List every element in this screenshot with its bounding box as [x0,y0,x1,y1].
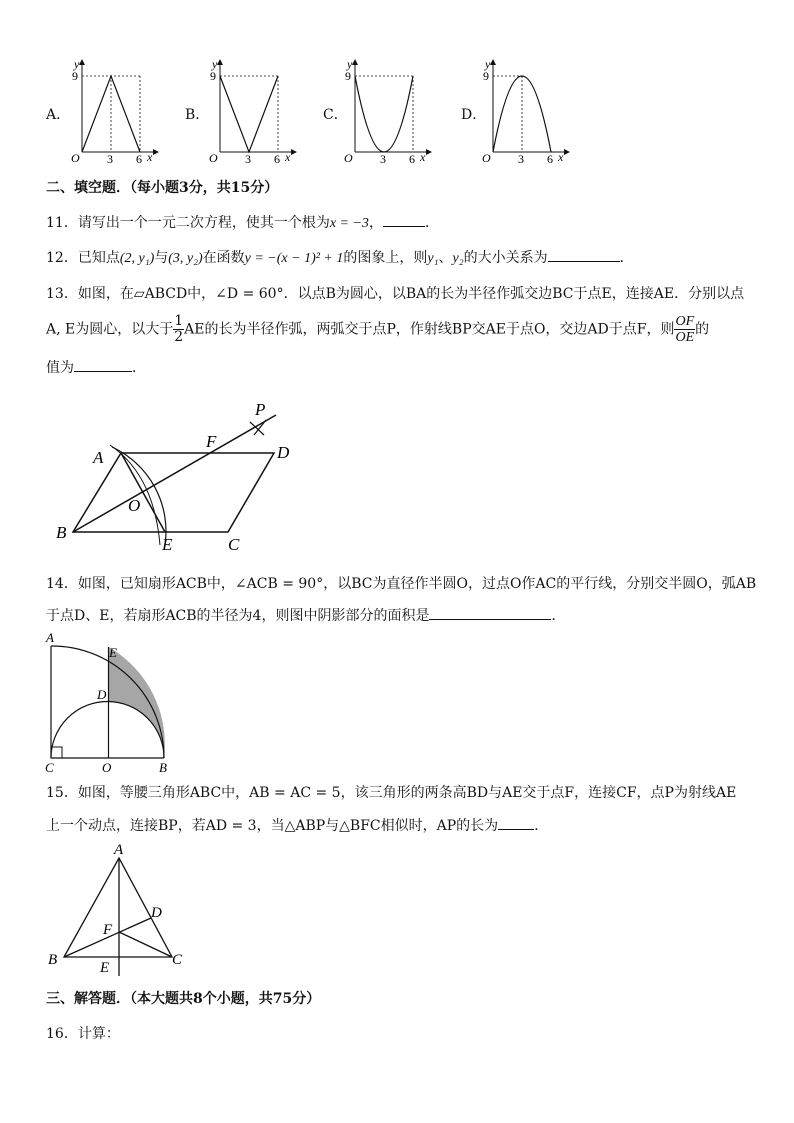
svg-text:B: B [56,523,67,542]
svg-text:3: 3 [245,152,251,166]
graph-b [200,56,300,166]
svg-text:6: 6 [547,152,553,166]
svg-text:C: C [228,535,240,554]
svg-text:3: 3 [380,152,386,166]
q15-line1: 15．如图，等腰三角形ABC中，AB = AC = 5，该三角形的两条高BD与AE交于点F，连接CF，点P为射线AE [46,785,737,801]
svg-text:O: O [482,151,491,165]
option-d-label: D． [461,107,487,123]
q15-figure [44,840,194,980]
section3-title: 三、解答题．（本大题共8个小题，共75分） [46,991,321,1007]
svg-text:y: y [347,57,353,71]
svg-text:O: O [209,151,218,165]
svg-text:x: x [285,150,291,164]
tick-9: 9 [72,69,78,83]
svg-text:C: C [45,760,54,775]
svg-text:y: y [212,57,218,71]
origin: O [71,151,80,165]
svg-text:E: E [109,645,117,660]
svg-text:O: O [128,496,141,515]
svg-text:x: x [558,150,564,164]
svg-text:F: F [103,922,113,938]
axis-y: y [74,57,80,71]
q12-answer-blank[interactable] [548,247,620,262]
svg-text:6: 6 [274,152,280,166]
q13-figure [50,395,290,555]
q14-line2: 于点D、E，若扇形ACB的半径为4，则图中阴影部分的面积是 ． [46,605,565,626]
svg-text:9: 9 [483,69,489,83]
q14-line1: 14．如图，已知扇形ACB中，∠ACB = 90°，以BC为直径作半圆O，过点O作AC的平行线，分别交半圆O，弧AB [46,576,757,592]
svg-text:E: E [100,960,110,976]
graph-d [473,56,573,166]
svg-text:9: 9 [345,69,351,83]
svg-text:O: O [102,760,112,775]
q14-figure [42,630,182,775]
svg-text:9: 9 [210,69,216,83]
graph-a [62,56,162,166]
svg-text:x: x [420,150,426,164]
svg-text:F: F [206,432,217,451]
q13-ratio-fraction: $\frac{OF}{OE}$ [675,314,695,345]
q13-answer-blank[interactable] [74,357,132,372]
svg-text:y: y [485,57,491,71]
option-b-label: B． [185,107,210,123]
svg-text:E: E [162,535,173,554]
svg-text:6: 6 [409,152,415,166]
svg-text:A: A [46,630,54,645]
svg-text:D: D [277,443,290,462]
q15-line2: 上一个动点，连接BP，若AD = 3，当△ABP与△BFC相似时，AP的长为 ． [46,815,548,836]
option-a-label: A． [46,107,71,123]
q14-answer-blank[interactable] [429,605,551,620]
svg-text:C: C [172,952,183,968]
svg-text:3: 3 [518,152,524,166]
section2-title: 二、填空题．（每小题3分，共15分） [46,180,279,196]
axis-x: x [147,150,153,164]
svg-text:D: D [97,687,107,702]
q13-half-fraction: $\frac{1}{2}$ [174,313,184,345]
q16: 16．计算： [46,1026,120,1042]
svg-text:B: B [159,760,167,775]
q11: 11．请写出一个一元二次方程，使其一个根为x = −3， ． [46,212,439,234]
q12: 12．已知点(2, y₁)与(3, y₂)在函数y = −(x − 1)² + 1的图象上，则y₁、y₂的大小关系为 ． [46,247,634,269]
svg-text:P: P [255,400,266,419]
tick-6: 6 [136,152,142,166]
svg-text:A: A [93,448,104,467]
tick-3: 3 [107,152,113,166]
graph-c [335,56,435,166]
svg-text:A: A [114,842,124,858]
q11-answer-blank[interactable] [383,212,425,227]
q13-line1: 13．如图，在▱ABCD中，∠D = 60°．以点B为圆心，以BA的长为半径作弧交边BC于点E，连接AE．分别以点 [46,286,745,302]
svg-text:B: B [48,952,58,968]
option-c-label: C． [323,107,348,123]
q15-answer-blank[interactable] [498,815,534,830]
q13-line3: 值为 ． [46,357,146,378]
svg-text:D: D [151,905,162,921]
svg-text:O: O [344,151,353,165]
q13-line2: A, E为圆心，以大于 $\frac{1}{2}$ AE的长为半径作弧，两弧交于点P，作射线BP交AE于点O，交边AD于点F，则 $\frac{OF}{OE}$ 的 [46,313,710,345]
